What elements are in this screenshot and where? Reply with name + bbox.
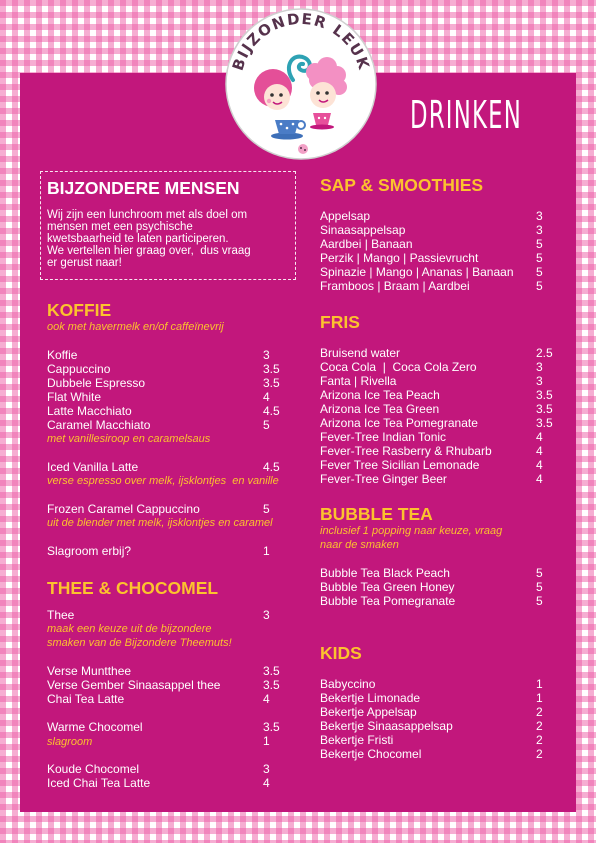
item-name: Fever Tree Sicilian Lemonade <box>320 458 480 472</box>
item-name: Slagroom erbij? <box>47 544 132 558</box>
menu-item <box>320 223 580 237</box>
menu-item <box>47 404 307 418</box>
item-name: Iced Chai Tea Latte <box>47 776 151 790</box>
item-price: 5 <box>536 566 543 580</box>
item-name: Caramel Macchiato <box>47 418 151 432</box>
menu-item <box>47 362 307 376</box>
item-price: 4 <box>536 444 543 458</box>
item-price: 1 <box>536 677 543 691</box>
section-heading: THEE & CHOCOMEL <box>47 578 219 598</box>
item-name: Arizona Ice Tea Green <box>320 402 440 416</box>
item-group <box>320 209 580 293</box>
logo-text: BIJZONDER LEUK <box>228 9 374 73</box>
about-heading: BIJZONDERE MENSEN <box>47 178 240 198</box>
item-price: 1 <box>263 544 270 558</box>
item-price: 4 <box>536 472 543 486</box>
about-line: kwetsbaarheid te laten participeren. <box>47 233 229 245</box>
item-name: Fever-Tree Rasberry & Rhubarb <box>320 444 492 458</box>
item-name: Arizona Ice Tea Peach <box>320 388 440 402</box>
item-price: 4.5 <box>263 460 280 474</box>
menu-item <box>320 402 580 416</box>
item-price: 4 <box>536 430 543 444</box>
item-name: Fanta | Rivella <box>320 374 397 388</box>
menu-item <box>320 237 580 251</box>
item-price: 3 <box>263 348 270 362</box>
item-price: 3.5 <box>263 376 280 390</box>
menu-item <box>320 279 580 293</box>
item-name: Chai Tea Latte <box>47 692 125 706</box>
menu-item <box>47 390 307 404</box>
item-name: Aardbei | Banaan <box>320 237 413 251</box>
extra-price: 1 <box>263 734 270 748</box>
section-heading: SAP & SMOOTHIES <box>320 175 484 195</box>
menu-item <box>47 376 307 390</box>
item-name: Bekertje Appelsap <box>320 705 417 719</box>
item-note: smaken van de Bijzondere Theemuts! <box>47 637 232 649</box>
section-subtitles <box>320 524 580 552</box>
section-items <box>320 663 580 761</box>
item-price: 3 <box>536 209 543 223</box>
item-price: 2.5 <box>536 346 553 360</box>
item-price: 4 <box>536 458 543 472</box>
item-name: Appelsap <box>320 209 371 223</box>
about-text <box>47 209 251 269</box>
item-price: 3.5 <box>263 678 280 692</box>
item-price: 3.5 <box>263 362 280 376</box>
item-price: 3.5 <box>536 388 553 402</box>
menu-item <box>320 458 580 472</box>
item-name: Fever-Tree Indian Tonic <box>320 430 447 444</box>
menu-item <box>47 762 307 776</box>
menu-item <box>320 430 580 444</box>
item-name: Latte Macchiato <box>47 404 132 418</box>
menu-item <box>47 692 307 706</box>
item-price: 4.5 <box>263 404 280 418</box>
item-group <box>320 346 580 486</box>
section-sap-smoothies <box>320 176 580 293</box>
item-price: 4 <box>263 692 270 706</box>
menu-item <box>320 374 580 388</box>
item-name: Verse Muntthee <box>47 664 132 678</box>
menu-item-extra <box>47 734 307 748</box>
item-name: Cappuccino <box>47 362 111 376</box>
item-name: Flat White <box>47 390 102 404</box>
item-name: Bekertje Fristi <box>320 733 394 747</box>
about-box <box>40 171 296 280</box>
section-thee-chocomel <box>47 579 307 790</box>
item-name: Frozen Caramel Cappuccino <box>47 502 200 516</box>
item-price: 5 <box>536 251 543 265</box>
item-name: Iced Vanilla Latte <box>47 460 139 474</box>
item-name: Bekertje Chocomel <box>320 747 422 761</box>
section-items <box>47 598 307 790</box>
section-heading: KOFFIE <box>47 300 112 320</box>
item-price: 3.5 <box>263 720 280 734</box>
section-fris <box>320 313 580 486</box>
item-group <box>47 502 307 530</box>
item-name: Warme Chocomel <box>47 720 143 734</box>
item-group <box>320 677 580 761</box>
item-group <box>47 664 307 706</box>
item-name: Babyccino <box>320 677 376 691</box>
section-bubble-tea <box>320 505 580 608</box>
menu-item <box>47 418 307 432</box>
menu-item <box>320 444 580 458</box>
section-subtitle: inclusief 1 popping naar keuze, vraag <box>320 525 503 537</box>
section-subtitle: naar de smaken <box>320 539 399 551</box>
item-price: 3.5 <box>263 664 280 678</box>
menu-item <box>47 348 307 362</box>
item-price: 5 <box>536 265 543 279</box>
menu-item <box>47 502 307 516</box>
item-group <box>47 348 307 446</box>
menu-item <box>320 705 580 719</box>
item-price: 1 <box>536 691 543 705</box>
item-group <box>47 720 307 748</box>
item-name: Bekertje Sinaasappelsap <box>320 719 453 733</box>
page-title: DRINKEN <box>410 93 522 137</box>
menu-item <box>320 566 580 580</box>
item-name: Dubbele Espresso <box>47 376 146 390</box>
logo <box>223 6 379 162</box>
section-koffie <box>47 301 307 558</box>
item-note: uit de blender met melk, ijsklontjes en caramel <box>47 517 273 529</box>
extra-name: slagroom <box>47 736 93 748</box>
item-name: Bekertje Limonade <box>320 691 421 705</box>
menu-item <box>47 776 307 790</box>
item-name: Verse Gember Sinaasappel thee <box>47 678 221 692</box>
menu-item <box>320 580 580 594</box>
item-name: Sinaasappelsap <box>320 223 406 237</box>
about-line: Wij zijn een lunchroom met als doel om <box>47 209 248 221</box>
cake-icon <box>298 144 308 154</box>
item-name: Koude Chocomel <box>47 762 140 776</box>
menu-item <box>320 677 580 691</box>
item-group <box>47 460 307 488</box>
item-group <box>47 762 307 790</box>
menu-item <box>320 360 580 374</box>
item-price: 5 <box>263 418 270 432</box>
item-price: 5 <box>536 594 543 608</box>
section-heading: BUBBLE TEA <box>320 504 433 524</box>
item-name: Perzik | Mango | Passievrucht <box>320 251 479 265</box>
menu-item <box>47 678 307 692</box>
item-name: Framboos | Braam | Aardbei <box>320 279 470 293</box>
menu-item <box>320 346 580 360</box>
item-name: Bubble Tea Black Peach <box>320 566 450 580</box>
section-heading: FRIS <box>320 312 360 332</box>
item-price: 4 <box>263 776 270 790</box>
item-group <box>47 544 307 558</box>
item-note: maak een keuze uit de bijzondere <box>47 623 212 635</box>
item-name: Bruisend water <box>320 346 401 360</box>
section-kids <box>320 644 580 761</box>
item-price: 5 <box>263 502 270 516</box>
menu-item <box>320 209 580 223</box>
section-items <box>320 195 580 293</box>
item-name: Koffie <box>47 348 78 362</box>
menu-item <box>320 733 580 747</box>
item-price: 5 <box>536 580 543 594</box>
item-price: 3 <box>536 223 543 237</box>
menu-item <box>320 416 580 430</box>
item-name: Thee <box>47 608 75 622</box>
menu-item <box>47 664 307 678</box>
menu-item <box>320 388 580 402</box>
menu-item <box>320 265 580 279</box>
item-name: Spinazie | Mango | Ananas | Banaan <box>320 265 514 279</box>
item-price: 2 <box>536 747 543 761</box>
menu-item <box>320 594 580 608</box>
section-heading: KIDS <box>320 643 362 663</box>
about-line: We vertellen hier graag over, dus vraag <box>47 245 251 257</box>
item-price: 2 <box>536 719 543 733</box>
item-price: 4 <box>263 390 270 404</box>
item-group <box>47 608 307 650</box>
item-name: Bubble Tea Pomegranate <box>320 594 456 608</box>
item-name: Fever-Tree Ginger Beer <box>320 472 447 486</box>
item-note: verse espresso over melk, ijsklontjes en vanille <box>47 475 279 487</box>
item-price: 3 <box>263 762 270 776</box>
menu-item <box>320 251 580 265</box>
item-name: Bubble Tea Green Honey <box>320 580 455 594</box>
menu-item <box>47 720 307 734</box>
menu-item <box>320 719 580 733</box>
section-subtitle: ook met havermelk en/of caffeïnevrij <box>47 321 224 333</box>
section-subtitles <box>47 320 307 334</box>
item-note: met vanillesiroop en caramelsaus <box>47 433 211 445</box>
menu-item <box>47 608 307 622</box>
item-price: 5 <box>536 279 543 293</box>
menu-item <box>47 460 307 474</box>
menu-item <box>320 472 580 486</box>
menu-item <box>47 544 307 558</box>
item-name: Coca Cola | Coca Cola Zero <box>320 360 477 374</box>
item-price: 3 <box>536 360 543 374</box>
item-price: 3 <box>263 608 270 622</box>
item-price: 5 <box>536 237 543 251</box>
item-name: Arizona Ice Tea Pomegranate <box>320 416 478 430</box>
section-items <box>320 552 580 608</box>
item-price: 3 <box>536 374 543 388</box>
item-price: 3.5 <box>536 416 553 430</box>
about-line: er gerust naar! <box>47 257 122 269</box>
menu-item <box>320 691 580 705</box>
item-price: 2 <box>536 705 543 719</box>
section-items <box>320 332 580 486</box>
item-price: 3.5 <box>536 402 553 416</box>
menu-item <box>320 747 580 761</box>
about-line: mensen met een psychische <box>47 221 193 233</box>
item-group <box>320 566 580 608</box>
item-price: 2 <box>536 733 543 747</box>
section-items <box>47 334 307 558</box>
